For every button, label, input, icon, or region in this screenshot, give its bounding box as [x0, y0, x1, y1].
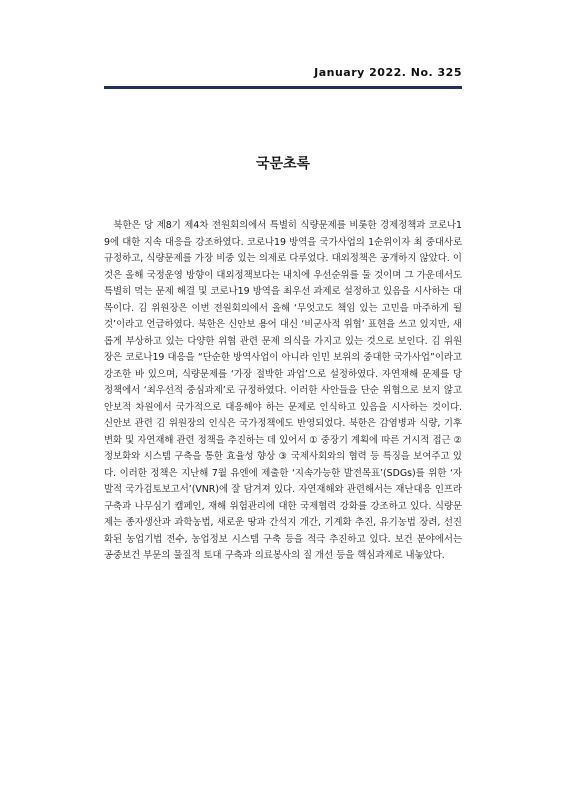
- issue-label: January 2022. No. 325: [314, 66, 462, 79]
- abstract-body: 북한은 당 제8기 제4차 전원회의에서 특별히 식량문제를 비롯한 경제정책과 코로나19에 대한 지속 대응을 강조하였다. 코로나19 방역을 국가사업의 1순위이자 최 중대사로 규정하고, 식량문제를 가장 비중 있는 의제로 다루었다. 대외정책은 공개하지 않았다. 이것은 올해 국정운영 방향이 대외정책보다는 내치에 우선순위를 둘 것이며 그 가운데서도 특별히 먹는 문제 해결 및 코로나19 방역을 최우선 과제로 설정하고 있음을 시사하는 대목이다. 김 위원장은 이번 전원회의에서 올해 ‘무엇고도 책임 있는 고민을 마주하게 될 것’이라고 언급하였다. 북한은 신안보 용어 대신 ‘비군사적 위협’ 표현을 쓰고 있지만, 새롭게 부상하고 있는 다양한 위협 관련 문제 의식을 가지고 있는 것으로 보인다. 김 위원장은 코로나19 대응을 “단순한 방역사업이 아니라 인민 보위의 중대한 국가사업”이라고 강조한 바 있으며, 식량문제를 ‘가장 절박한 과업’으로 설정하였다. 자연재해 문제를 당 정책에서 ‘최우선적 중심과제’로 규정하였다. 이러한 사안들을 단순 위협으로 보지 않고 안보적 차원에서 국가적으로 대응해야 하는 문제로 인식하고 있음을 시사하는 것이다. 신안보 관련 김 위원장의 인식은 국가정책에도 반영되었다. 북한은 감염병과 식량, 기후변화 및 자연재해 관련 정책을 추진하는 데 있어서 ① 중장기 계획에 따른 거시적 접근 ② 정보화와 시스템 구축을 통한 효율성 향상 ③ 국제사회와의 협력 등 특징을 보여주고 있다. 이러한 정책은 지난해 7월 유엔에 제출한 ‘지속가능한 발전목표’(SDGs)를 위한 ‘자발적 국가검토보고서’(VNR)에 잘 담겨져 있다. 자연재해와 관련해서는 재난대응 인프라 구축과 나무심기 캠페인, 재해 위험관리에 대한 국제협력 강화를 강조하고 있다. 식량문제는 종자생산과 과학농법, 새로운 땅과 간석지 개간, 기계화 추진, 유기농법 장려, 선진화된 농업기법 전수, 농업정보 시스템 구축 등을 적극 추진하고 있다. 보건 분야에서는 공중보건 부문의 물질적 토대 구축과 의료봉사의 질 개선 등을 핵심과제로 내놓았다.: [104, 220, 462, 561]
- abstract-title: 국문초록: [255, 156, 311, 172]
- header-divider: [104, 86, 462, 89]
